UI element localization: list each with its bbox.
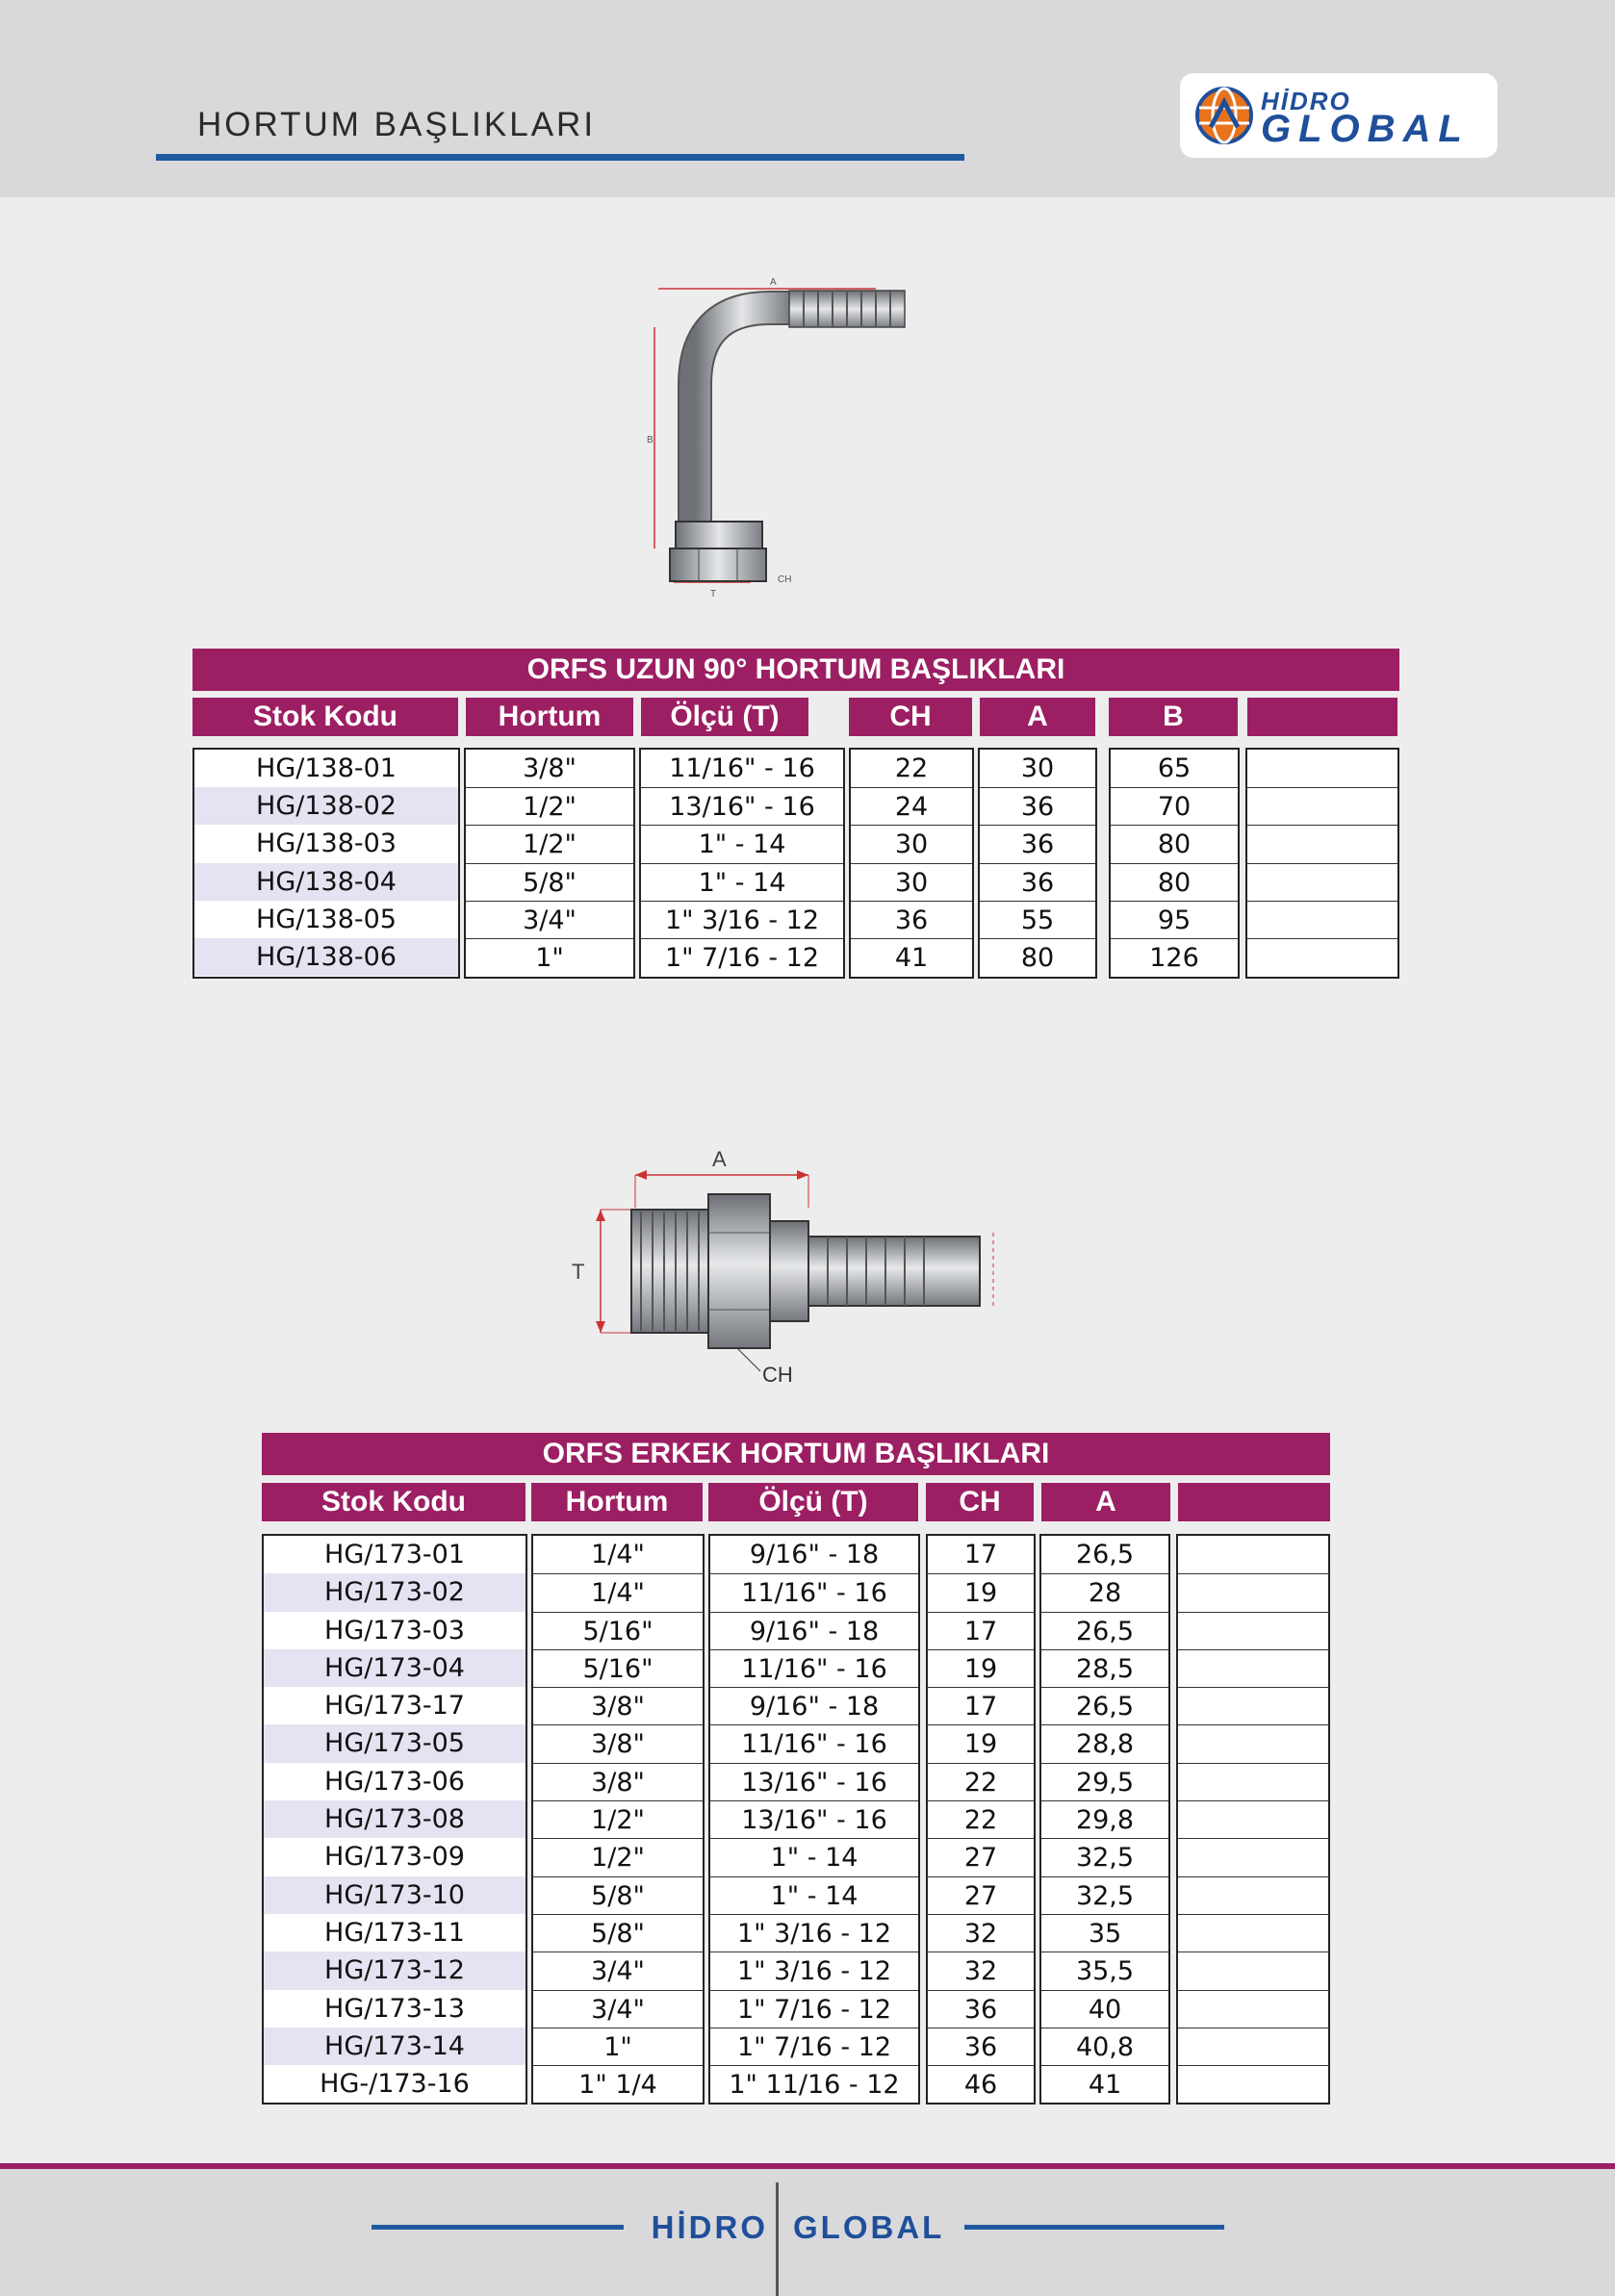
- table1-cell: 36: [980, 825, 1095, 862]
- table2-cell: HG/173-14: [264, 2028, 526, 2065]
- table2-cell: 1" 7/16 - 12: [710, 2028, 918, 2065]
- table1-cell: HG/138-04: [194, 863, 458, 901]
- table2-cell: HG/173-12: [264, 1952, 526, 1989]
- table2-cell: 40,8: [1041, 2028, 1168, 2065]
- table2-cell: 13/16" - 16: [710, 1763, 918, 1800]
- table1-cell: HG/138-02: [194, 787, 458, 825]
- table1-column-hortum: [464, 748, 635, 979]
- footer-divider: [776, 2182, 779, 2296]
- dim-label-t: T: [710, 589, 717, 600]
- table2-cell: HG/173-08: [264, 1800, 526, 1838]
- table1-cell: 36: [980, 787, 1095, 825]
- table2-cell: HG/173-02: [264, 1573, 526, 1611]
- dim-label-t: T: [572, 1260, 585, 1284]
- table1-column-stok: [192, 748, 460, 979]
- dim-label-a: A: [712, 1147, 727, 1171]
- table2-cell: 22: [928, 1800, 1034, 1838]
- table1-column-a: [978, 748, 1097, 979]
- table1-cell: HG/138-03: [256, 829, 397, 859]
- table2-cell: 5/8": [533, 1876, 703, 1914]
- table1-cell: 30: [851, 825, 972, 862]
- table1-column-ch: [849, 748, 974, 979]
- footer-line-right: [964, 2225, 1224, 2230]
- table1-cell: 1" - 14: [641, 863, 843, 901]
- table2-cell: 11/16" - 16: [710, 1724, 918, 1762]
- table2-cell: 1" - 14: [710, 1838, 918, 1875]
- globe-logo-icon: [1193, 85, 1255, 146]
- table2-column-hortum: [531, 1534, 705, 2105]
- table1-cell: 126: [1111, 938, 1238, 976]
- table2-cell: 1/4": [591, 1540, 645, 1569]
- table2-cell: 1/2": [533, 1800, 703, 1838]
- table2-cell: 3/8": [533, 1724, 703, 1762]
- table1-cell: 1": [466, 938, 633, 976]
- table1-column-b: [1109, 748, 1240, 979]
- table1-cell: 80: [980, 938, 1095, 976]
- table1-cell: 3/4": [466, 901, 633, 938]
- table2-cell: 11/16" - 16: [710, 1573, 918, 1611]
- table2-cell: HG/173-13: [324, 1993, 465, 2024]
- table2-cell: 19: [928, 1573, 1034, 1611]
- table1-cell: 1" - 14: [641, 825, 843, 862]
- table1-cell: 36: [851, 901, 972, 938]
- straight-fitting-drawing: [558, 1140, 1039, 1390]
- table2-cell: 1" 3/16 - 12: [710, 1914, 918, 1952]
- table2-header-olcu: Ölçü (T): [708, 1483, 918, 1521]
- table1-header-hortum: Hortum: [466, 698, 633, 736]
- table2-cell: 40: [1041, 1990, 1168, 2028]
- table1-header-blank: [1247, 698, 1397, 736]
- table2-cell: 9/16" - 18: [710, 1687, 918, 1724]
- footer-brand-left: HİDRO: [651, 2209, 768, 2245]
- dim-label-ch: CH: [762, 1363, 793, 1387]
- dim-label-ch: CH: [778, 574, 792, 585]
- table1-cell: HG/138-05: [256, 904, 397, 934]
- table1-cell: 1" 7/16 - 12: [641, 938, 843, 976]
- brand-logo: [1180, 73, 1498, 158]
- table2-column-olcu: [708, 1534, 920, 2105]
- table2-cell: 29,5: [1041, 1763, 1168, 1800]
- table1-cell: 30: [1020, 753, 1055, 783]
- table2-cell: 27: [928, 1838, 1034, 1875]
- table2-cell: 26,5: [1041, 1687, 1168, 1724]
- table2-cell: 9/16" - 18: [749, 1540, 880, 1569]
- table2-cell: HG/173-01: [324, 1540, 465, 1569]
- table2-cell: 1" 11/16 - 12: [710, 2065, 918, 2103]
- table2-cell: 3/4": [533, 1952, 703, 1989]
- table2-cell: 36: [928, 1990, 1034, 2028]
- table1-cell: HG/138-06: [194, 938, 458, 976]
- table2-header-blank: [1178, 1483, 1330, 1521]
- table2-cell: 28,5: [1041, 1649, 1168, 1687]
- table2-cell: 27: [928, 1876, 1034, 1914]
- table1-cell: 41: [851, 938, 972, 976]
- table2-cell: 28,8: [1041, 1724, 1168, 1762]
- table1-header-a: A: [980, 698, 1095, 736]
- table2-cell: 1/4": [533, 1573, 703, 1611]
- table2-cell: 5/16": [533, 1612, 703, 1649]
- table1-cell: 1/2": [466, 825, 633, 862]
- table1-cell: 1" 3/16 - 12: [641, 901, 843, 938]
- table1-header-b: B: [1109, 698, 1238, 736]
- table2-cell: 32: [928, 1914, 1034, 1952]
- table2-cell: 9/16" - 18: [710, 1612, 918, 1649]
- table1-cell: 22: [894, 753, 929, 783]
- table2-cell: 1" 3/16 - 12: [710, 1952, 918, 1989]
- table1-column-blank: [1245, 748, 1399, 979]
- table1-cell: 55: [980, 901, 1095, 938]
- table2-cell: HG/173-09: [324, 1842, 465, 1873]
- table2-cell: 26,5: [1041, 1612, 1168, 1649]
- table2-cell: 11/16" - 16: [710, 1649, 918, 1687]
- table2-cell: 17: [928, 1687, 1034, 1724]
- table2-cell: 19: [928, 1649, 1034, 1687]
- table2-cell: 1" 1/4: [533, 2065, 703, 2103]
- table1-cell: 24: [851, 787, 972, 825]
- table1-cell: 95: [1111, 901, 1238, 938]
- table2-cell: 3/8": [533, 1763, 703, 1800]
- table2-cell: HG/173-10: [264, 1876, 526, 1914]
- table1-cell: 36: [980, 863, 1095, 901]
- footer-brand-right: GLOBAL: [793, 2209, 945, 2245]
- table2-header-a: A: [1041, 1483, 1170, 1521]
- table2-cell: HG/173-05: [264, 1724, 526, 1762]
- table2-cell: 5/8": [533, 1914, 703, 1952]
- table2-cell: 13/16" - 16: [710, 1800, 918, 1838]
- table2-column-stok: [262, 1534, 527, 2105]
- table2-cell: HG/173-03: [324, 1615, 465, 1645]
- table2-cell: HG/173-11: [324, 1917, 465, 1948]
- dim-label-b: B: [647, 435, 654, 446]
- table2-cell: 35,5: [1041, 1952, 1168, 1989]
- table2-header-ch: CH: [926, 1483, 1034, 1521]
- table1-cell: 1/2": [466, 787, 633, 825]
- table2-column-ch: [926, 1534, 1036, 2105]
- table2-cell: 32,5: [1041, 1838, 1168, 1875]
- elbow-fitting-drawing: [635, 269, 962, 625]
- table2-cell: 22: [928, 1763, 1034, 1800]
- title-underline: [156, 154, 964, 161]
- table1-cell: 80: [1111, 863, 1238, 901]
- table2-cell: 3/8": [533, 1687, 703, 1724]
- table2-header-hortum: Hortum: [531, 1483, 703, 1521]
- table1-cell: 65: [1157, 753, 1192, 783]
- table2-cell: 36: [928, 2028, 1034, 2065]
- table2-cell: 32,5: [1041, 1876, 1168, 1914]
- table1-title: ORFS UZUN 90° HORTUM BAŞLIKLARI: [192, 649, 1399, 691]
- table2-cell: 32: [928, 1952, 1034, 1989]
- table2-cell: HG/173-04: [264, 1649, 526, 1687]
- table1-cell: 13/16" - 16: [641, 787, 843, 825]
- logo-text-bottom: GLOBAL: [1261, 108, 1470, 150]
- table1-cell: 70: [1111, 787, 1238, 825]
- table2-cell: HG/173-17: [324, 1691, 465, 1722]
- table2-cell: 3/4": [533, 1990, 703, 2028]
- table2-cell: 28: [1041, 1573, 1168, 1611]
- table1-cell: 3/8": [523, 753, 577, 783]
- table2-cell: 1" 7/16 - 12: [710, 1990, 918, 2028]
- table2-cell: HG/173-06: [324, 1766, 465, 1797]
- table1-header-olcu: Ölçü (T): [641, 698, 808, 736]
- table2-cell: 19: [928, 1724, 1034, 1762]
- table2-cell: 46: [928, 2065, 1034, 2103]
- table2-cell: 35: [1041, 1914, 1168, 1952]
- table2-title: ORFS ERKEK HORTUM BAŞLIKLARI: [262, 1433, 1330, 1475]
- page-title: HORTUM BAŞLIKLARI: [197, 106, 597, 143]
- table1-column-olcu: [639, 748, 845, 979]
- table1-cell: HG/138-01: [256, 753, 397, 783]
- table2-cell: 17: [928, 1612, 1034, 1649]
- table2-column-blank: [1176, 1534, 1330, 2105]
- table2-cell: 1/2": [533, 1838, 703, 1875]
- table2-cell: 41: [1041, 2065, 1168, 2103]
- table2-cell: 1": [533, 2028, 703, 2065]
- table2-cell: HG-/173-16: [320, 2069, 470, 2100]
- table1-cell: 11/16" - 16: [669, 753, 815, 783]
- logo-text-top: HİDRO: [1261, 87, 1351, 115]
- table1-header-stok: Stok Kodu: [192, 698, 458, 736]
- table2-column-a: [1039, 1534, 1170, 2105]
- table1-cell: 80: [1111, 825, 1238, 862]
- table2-cell: 29,8: [1041, 1800, 1168, 1838]
- footer-line-left: [372, 2225, 624, 2230]
- dim-label-a: A: [770, 277, 777, 288]
- table1-cell: 30: [851, 863, 972, 901]
- table2-cell: 26,5: [1075, 1540, 1135, 1569]
- table2-cell: 17: [963, 1540, 998, 1569]
- table2-cell: 5/16": [533, 1649, 703, 1687]
- table1-cell: 5/8": [466, 863, 633, 901]
- table2-cell: 1" - 14: [710, 1876, 918, 1914]
- table1-header-ch: CH: [849, 698, 972, 736]
- table2-header-stok: Stok Kodu: [262, 1483, 526, 1521]
